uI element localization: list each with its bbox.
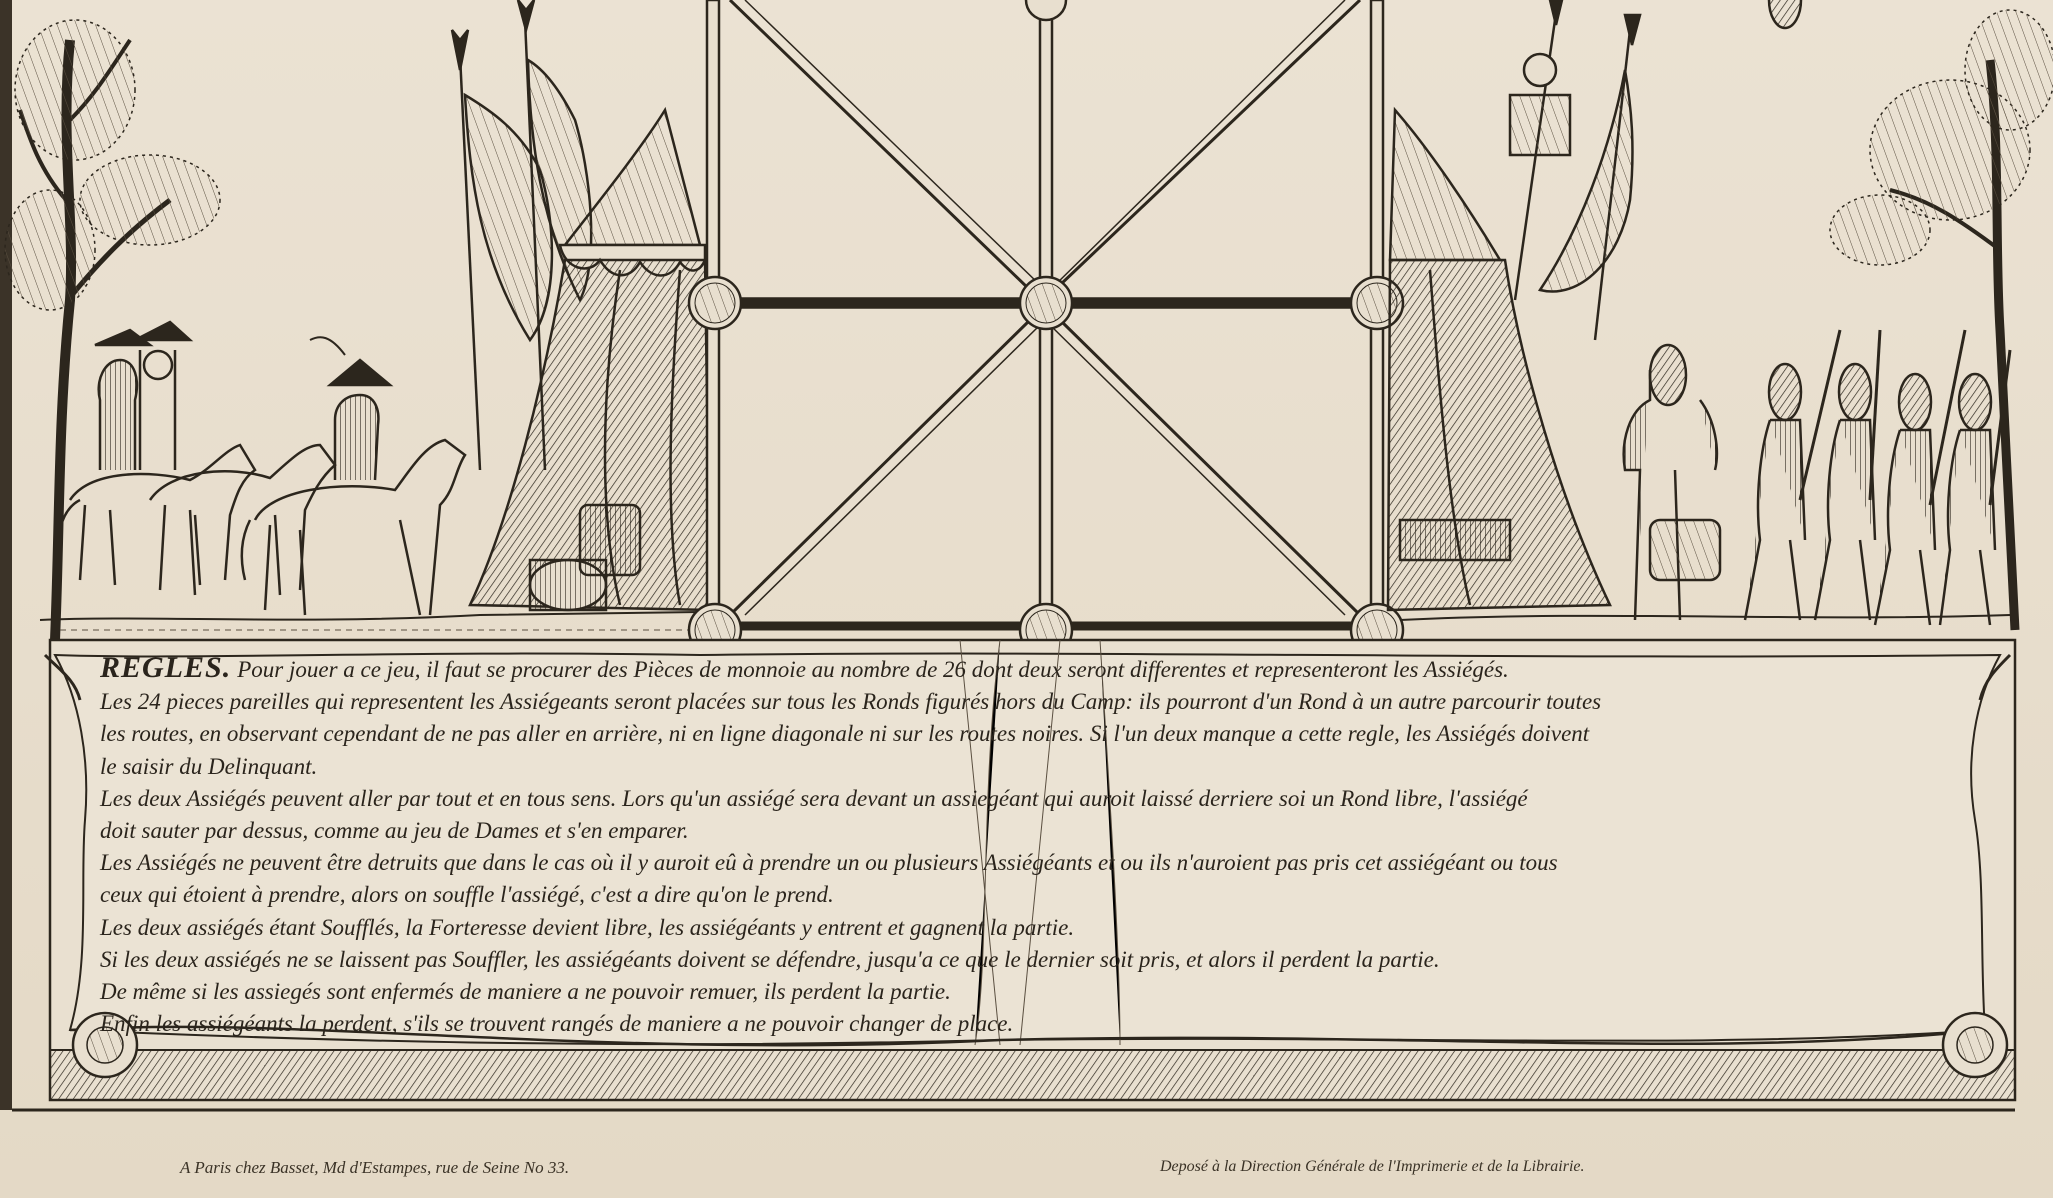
plate-border-left bbox=[0, 0, 12, 1110]
deposit-notice: Deposé à la Direction Générale de l'Imprimerie et de la Librairie. bbox=[1160, 1158, 1585, 1175]
rules-line-2: Les 24 pieces pareilles qui representent les Assiégeants seront placées sur tous les Ronds figurés hors du Camp: ils pourront d'un Rond à un autre parcourir toutes bbox=[100, 689, 1602, 715]
publisher-imprint: A Paris chez Basset, Md d'Estampes, rue de Seine No 33. bbox=[180, 1158, 570, 1177]
rules-line-12: Enfin les assiégéants la perdent, s'ils se trouvent rangés de maniere a ne pouvoir changer de place. bbox=[100, 1011, 1014, 1037]
rules-title: REGLES. bbox=[100, 651, 232, 684]
right-flags-icon bbox=[1510, 0, 1640, 340]
right-tree-icon bbox=[1830, 10, 2053, 630]
rules-line-10: Si les deux assiégés ne se laissent pas Souffler, les assiégéants doivent se défendre, jusqu'a ce que le dernier soit pris, et alors il perdent la partie. bbox=[100, 946, 1440, 972]
rules-line-7: Les Assiégés ne peuvent être detruits que dans le cas où il y auroit eû à prendre un ou plusieurs Assiégéants et ou ils n'auroient pas pris cet assiégéant ou tous bbox=[100, 850, 1558, 876]
right-tent-icon bbox=[1388, 110, 1610, 610]
rules-line-3: les routes, en observant cependant de ne pas aller en arrière, ni en ligne diagonale ni sur les routes noires. Si l'un deux manque a cette regle, les Assiégés doivent bbox=[100, 721, 1590, 747]
rules-line-9: Les deux assiégés étant Soufflés, la Forteresse devient libre, les assiégéants y entrent et gagnent la partie. bbox=[100, 914, 1075, 940]
rules-line-4: le saisir du Delinquant. bbox=[100, 753, 318, 779]
rules-line-8: ceux qui étoient à prendre, alors on souffle l'assiégé, c'est a dire qu'on le prend. bbox=[100, 882, 834, 908]
rules-line-1: REGLES. Pour jouer a ce jeu, il faut se procurer des Pièces de monnoie au nombre de 26 dont deux seront differentes et representeront les Assiégés. bbox=[100, 651, 1509, 684]
rules-text-block bbox=[100, 652, 1980, 1040]
game-board-grid-icon bbox=[689, 0, 1403, 656]
rules-line-5: Les deux Assiégés peuvent aller par tout et en tous sens. Lors qu'un assiégé sera devant un assiegéant qui auroit laissé derriere soi un Rond libre, l'assiégé bbox=[100, 785, 1528, 811]
rules-line-6: doit sauter par dessus, comme au jeu de Dames et s'en emparer. bbox=[100, 818, 689, 844]
rules-line-11: De même si les assiegés sont enfermés de maniere a ne pouvoir remuer, ils perdent la partie. bbox=[100, 979, 951, 1005]
